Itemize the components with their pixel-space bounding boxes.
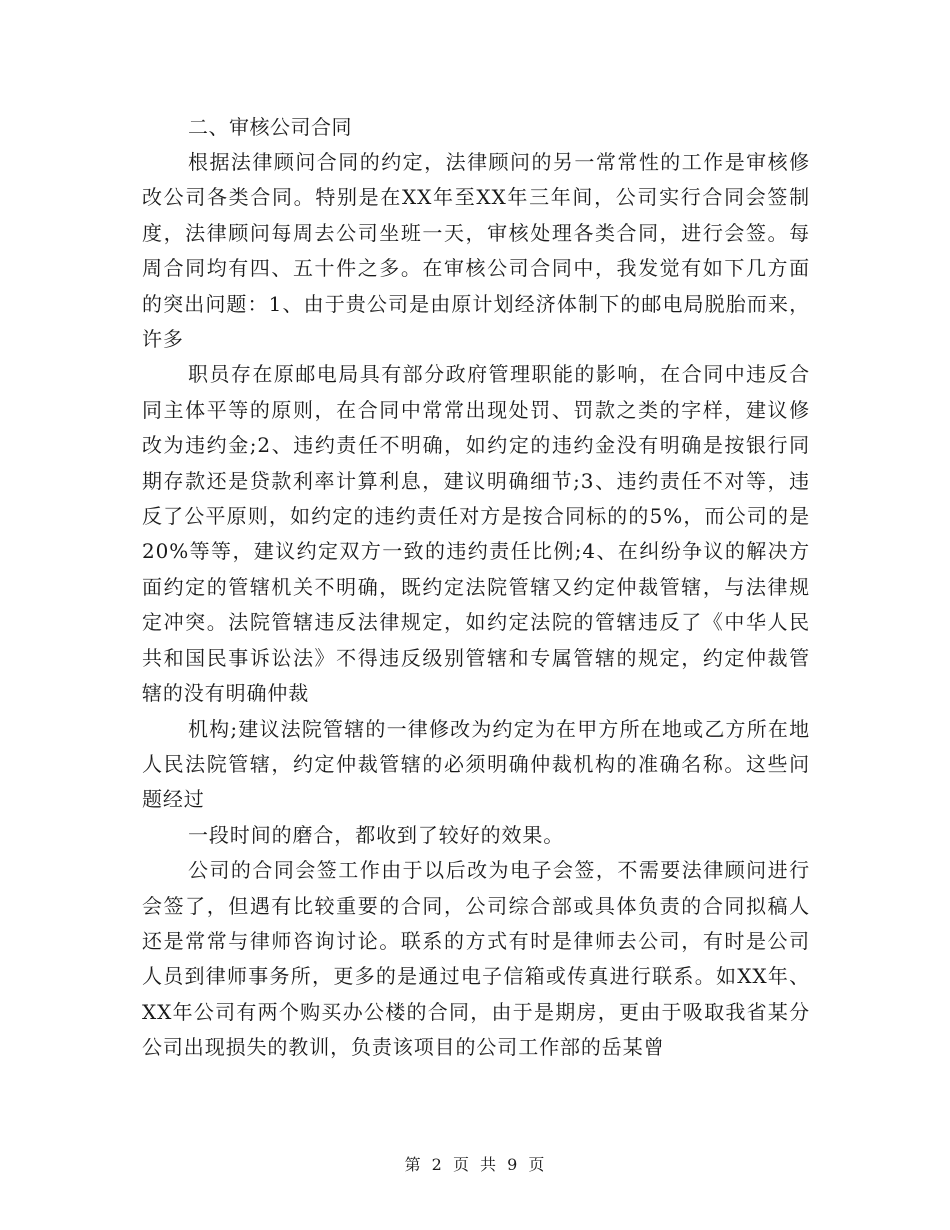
paragraph-1: 根据法律顾问合同的约定，法律顾问的另一常常性的工作是审核修改公司各类合同。特别是在XX年至XX年三年间，公司实行合同会签制度，法律顾问每周去公司坐班一天，审核处理各类合同，进行会签。每周合同均有四、五十件之多。在审核公司合同中，我发觉有如下几方面的突出问题：1、由于贵公司是由原计划经济体制下的邮电局脱胎而来，许多 <box>142 150 810 352</box>
paragraph-2: 职员存在原邮电局具有部分政府管理职能的影响，在合同中违反合同主体平等的原则，在合同中常常出现处罚、罚款之类的字样，建议修改为违约金;2、违约责任不明确，如约定的违约金没有明确是按银行同期存款还是贷款利率计算利息，建议明确细节;3、违约责任不对等，违反了公平原则，如约定的违约责任对方是按合同标的的5%，而公司的是20%等等，建议约定双方一致的违约责任比例;4、在纠纷争议的解决方面约定的管辖机关不明确，既约定法院管辖又约定仲裁管辖，与法律规定冲突。法院管辖违反法律规定，如约定法院的管辖违反了《中华人民共和国民事诉讼法》不得违反级别管辖和专属管辖的规定，约定仲裁管辖的没有明确仲裁 <box>142 362 810 706</box>
section-heading: 二、审核公司合同 <box>188 115 352 139</box>
page-footer <box>0 1152 950 1175</box>
paragraph-3: 机构;建议法院管辖的一律修改为约定为在甲方所在地或乙方所在地人民法院管辖，约定仲裁管辖的必须明确仲裁机构的准确名称。这些问题经过 <box>142 716 810 812</box>
page-number: 第 2 页 共 9 页 <box>404 1155 546 1174</box>
paragraph-4: 一段时间的磨合，都收到了较好的效果。 <box>188 822 565 847</box>
paragraph-5: 公司的合同会签工作由于以后改为电子会签，不需要法律顾问进行会签了，但遇有比较重要的合同，公司综合部或具体负责的合同拟稿人还是常常与律师咨询讨论。联系的方式有时是律师去公司，有时是公司人员到律师事务所，更多的是通过电子信箱或传真进行联系。如XX年、XX年公司有两个购买办公楼的合同，由于是期房，更由于吸取我省某分公司出现损失的教训，负责该项目的公司工作部的岳某曾 <box>142 858 810 1060</box>
document-body <box>142 110 810 1066</box>
